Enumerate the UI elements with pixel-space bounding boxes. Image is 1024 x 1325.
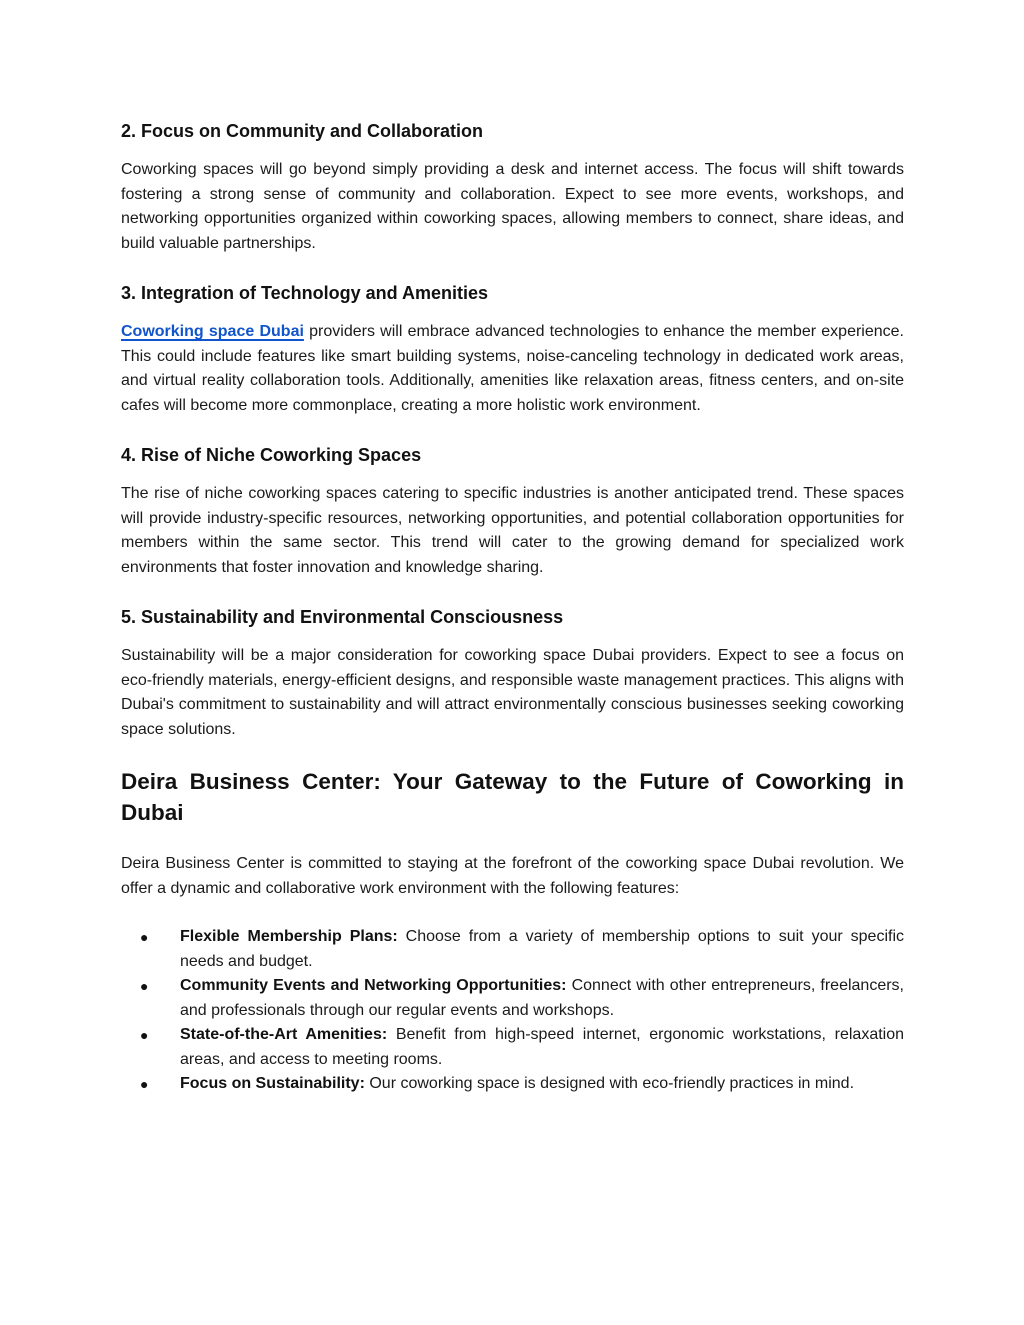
section-heading: 3. Integration of Technology and Amenities bbox=[121, 283, 489, 303]
deira-heading: Deira Business Center: Your Gateway to the Future of Coworking in Dubai bbox=[121, 769, 904, 825]
feature-text: Benefit from high-speed internet, ergonomic workstations, relaxation areas, and access to meeting rooms. bbox=[180, 1026, 905, 1068]
bullet-icon: ● bbox=[140, 1076, 149, 1092]
section-community bbox=[121, 118, 904, 256]
feature-title: Community Events and Networking Opportunities: bbox=[180, 977, 567, 994]
section-body: Sustainability will be a major consideration for coworking space Dubai providers. Expect to see a focus on eco-friendly materials, energy-efficient designs, and responsible waste management practices. This aligns with Dubai's commitment to sustainability and will attract environmentally conscious businesses seeking coworking space solutions. bbox=[121, 647, 904, 738]
feature-title: State-of-the-Art Amenities: bbox=[180, 1026, 388, 1043]
feature-text: Connect with other entrepreneurs, freelancers, and professionals through our regular events and workshops. bbox=[180, 977, 904, 1019]
section-sustainability bbox=[121, 604, 904, 742]
list-item bbox=[121, 974, 904, 1023]
list-item bbox=[121, 1072, 904, 1097]
document-page bbox=[121, 118, 904, 1097]
bullet-icon: ● bbox=[140, 1027, 149, 1043]
feature-list bbox=[121, 925, 904, 1097]
section-body: Coworking spaces will go beyond simply providing a desk and internet access. The focus will shift towards fostering a strong sense of community and collaboration. Expect to see more events, workshops, and networking opportunities organized within coworking spaces, allowing members to connect, share ideas, and build valuable partnerships. bbox=[121, 161, 904, 252]
section-body bbox=[121, 320, 904, 418]
section-body-text: providers will embrace advanced technologies to enhance the member experience. This could include features like smart building systems, noise-canceling technology in dedicated work areas, and virtual reality collaboration tools. Additionally, amenities like relaxation areas, fitness centers, and on-site cafes will become more commonplace, creating a more holistic work environment. bbox=[121, 323, 904, 414]
section-heading: 5. Sustainability and Environmental Consciousness bbox=[121, 607, 564, 627]
section-body: The rise of niche coworking spaces catering to specific industries is another anticipated trend. These spaces will provide industry-specific resources, networking opportunities, and potential collaboration opportunities for members within the same sector. This trend will cater to the growing demand for specialized work environments that foster innovation and knowledge sharing. bbox=[121, 485, 904, 576]
bullet-icon: ● bbox=[140, 978, 149, 994]
list-item bbox=[121, 925, 904, 974]
section-heading: 2. Focus on Community and Collaboration bbox=[121, 121, 484, 141]
feature-text: Choose from a variety of membership options to suit your specific needs and budget. bbox=[180, 928, 904, 970]
section-niche bbox=[121, 442, 904, 580]
section-deira bbox=[121, 766, 904, 1097]
section-technology bbox=[121, 280, 904, 418]
coworking-space-dubai-link[interactable]: Coworking space Dubai bbox=[121, 323, 304, 340]
feature-title: Flexible Membership Plans: bbox=[180, 928, 398, 945]
bullet-icon: ● bbox=[140, 929, 149, 945]
section-heading: 4. Rise of Niche Coworking Spaces bbox=[121, 445, 422, 465]
feature-text: Our coworking space is designed with eco-friendly practices in mind. bbox=[364, 1075, 855, 1092]
list-item bbox=[121, 1023, 904, 1072]
deira-intro: Deira Business Center is committed to staying at the forefront of the coworking space Dubai revolution. We offer a dynamic and collaborative work environment with the following features: bbox=[121, 855, 904, 897]
feature-title: Focus on Sustainability: bbox=[180, 1075, 365, 1092]
